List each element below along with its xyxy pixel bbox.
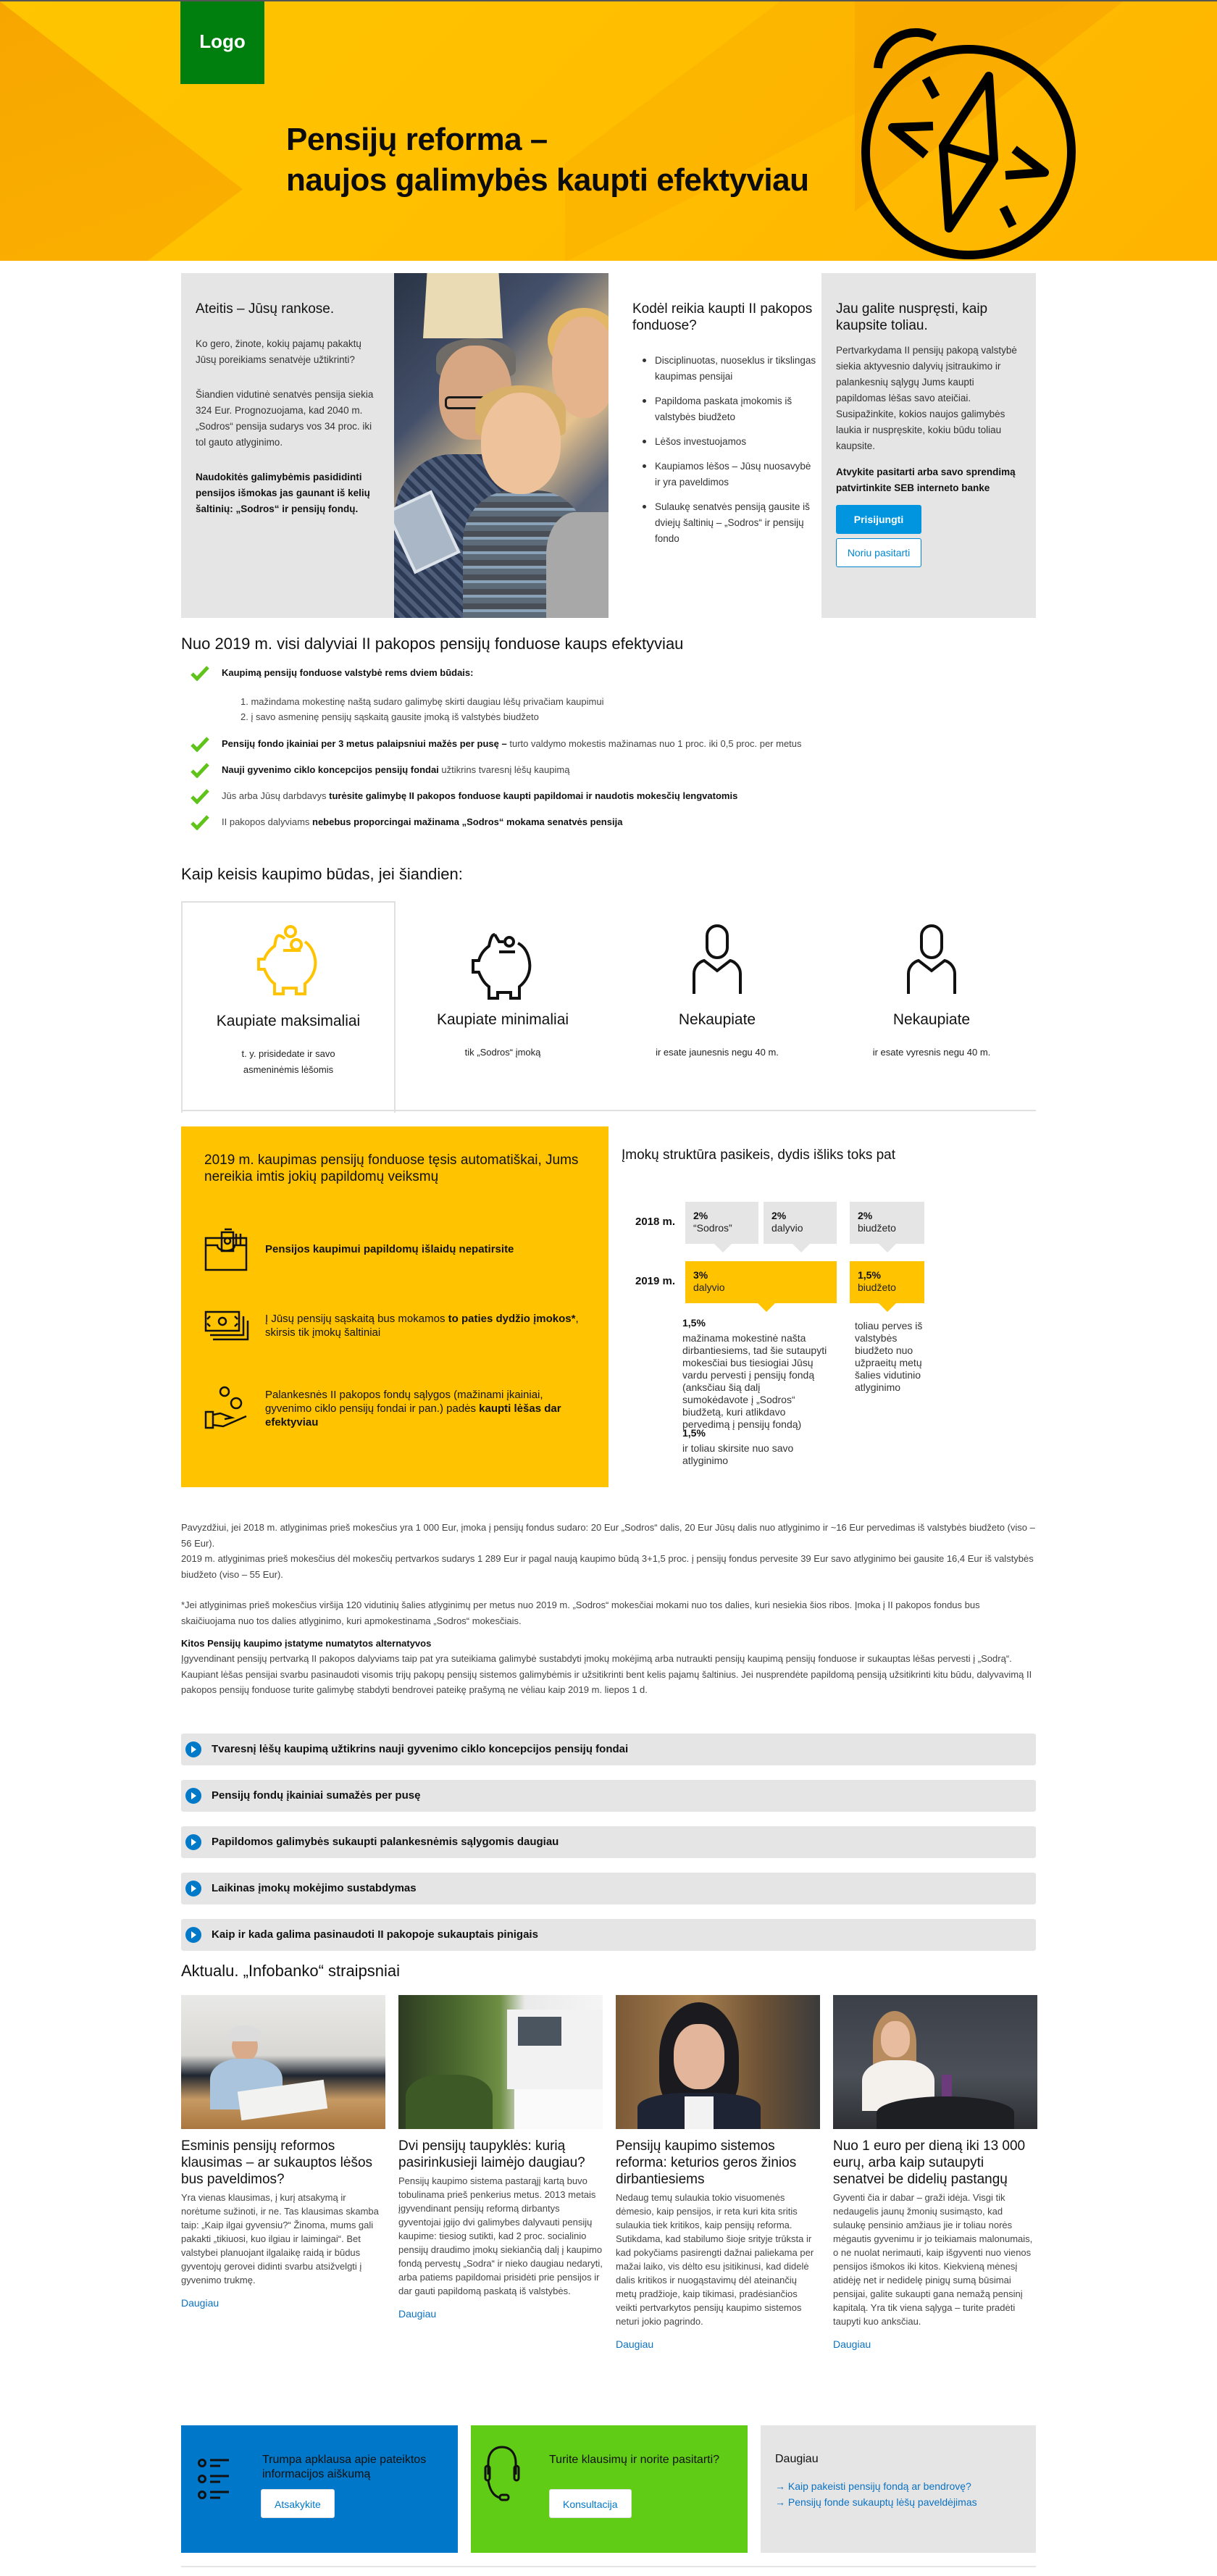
note-text: mažinama mokestinė našta dirbantiesiems, tad šie sutaupyti mokesčiai bus tiesiogiai Jūsų vardu pervesti į pensijų fondą (anksčiau šią dalį sumokėdavote į „Sodros“ biudžetą, kuri atlikdavo pervedimą į pensijų fondą) [682, 1332, 827, 1430]
play-icon [185, 1881, 201, 1897]
piggy-bank-icon [248, 924, 328, 997]
photo-lamp [423, 273, 503, 338]
contribution-structure [614, 1130, 1042, 1485]
decide-text-1: Pertvarkydama II pensijų pakopą valstybė siekia aktyvesnio dalyvių įsitraukimo ir palankesnių sąlygų Jums kaupti papildomas lėšas savo ateičiai. [836, 345, 1017, 403]
alternatives-text: Įgyvendinant pensijų pertvarką II pakopos dalyviams taip pat yra suteikiama galimybė sustabdyti įmokų mokėjimą arba nutraukti pensijų kaupimą pensijų fonduose ir sukauptas lėšas pervesti į „Sodrą“. Kaupiant lėšas pensijai svarbu pasinaudoti visomis trijų pakopų pensijų sistemos galimybėmis ir užsitikrinti bent kelis pajamų šaltinius. Jei nusprendėte papildomą pensiją užsitikrinti kitu būdu, dalyvavimą II pakopos pensijų fonduose turite galimybę stabdyti bendrovei pateikę prašymą ne vėliau kaip 2019 m. liepos 1 d. [181, 1653, 1032, 1695]
sublist-item: 2. į savo asmeninę pensijų sąskaitą gausite įmoką iš valstybės biudžeto [241, 711, 539, 722]
checkmark-icon [190, 814, 210, 830]
more-links-box [761, 2425, 1036, 2553]
play-icon [185, 1741, 201, 1757]
block-pct: 1,5% [858, 1269, 881, 1281]
piggy-bank-icon [463, 932, 543, 1004]
article-image[interactable] [616, 1995, 820, 2129]
check-item-text: Kaupimą pensijų fonduose valstybė rems dviem būdais: [222, 667, 474, 678]
auto-box-item-text: , skirsis tik įmokų šaltiniai [265, 1313, 579, 1339]
block-pct: 2% [693, 1210, 708, 1221]
option-title: Nekaupiate [678, 1011, 756, 1028]
auto-box-item [204, 1226, 588, 1271]
article-more-link[interactable]: Daugiau [181, 2297, 219, 2309]
headset-icon [484, 2446, 520, 2504]
check-item [181, 816, 1036, 829]
option-title: Kaupiate maksimaliai [216, 1013, 361, 1029]
options-title: Kaip keisis kaupimo būdas, jei šiandien: [181, 865, 463, 883]
wallet-money-icon [204, 1226, 249, 1271]
block-label: dalyvio [693, 1281, 725, 1293]
auto-box-item-text: Į Jūsų pensijų sąskaitą bus mokamos [265, 1313, 448, 1325]
page-title-line2: naujos galimybės kaupti efektyviau [286, 162, 809, 198]
article-more-link[interactable]: Daugiau [398, 2308, 437, 2320]
block-arrow [879, 1303, 896, 1312]
intro-section [181, 273, 1036, 618]
efficient-checklist [181, 666, 1036, 829]
play-icon [185, 1834, 201, 1850]
check-item [181, 666, 1036, 679]
articles-title: Aktualu. „Infobanko“ straipsniai [181, 1962, 401, 1980]
options-tabs [181, 901, 1036, 1111]
note-text: toliau perves iš valstybės biudžeto nuo užpraeitų metų šalies vidutinio atlyginimo [855, 1320, 923, 1393]
checkmark-icon [190, 788, 210, 804]
decide-text-3: Atvykite pasitarti arba savo sprendimą patvirtinkite SEB interneto banke [836, 467, 1016, 493]
check-item [181, 737, 1036, 750]
list-item: Lėšos investuojamos [632, 434, 819, 450]
consultation-text: Turite klausimų ir norite pasitarti? [549, 2454, 720, 2466]
login-button[interactable]: Prisijungti [836, 505, 921, 534]
auto-box-title: 2019 m. kaupimas pensijų fonduose tęsis automatiškai, Jums nereikia imtis jokių papildomų veiksmų [204, 1153, 579, 1184]
example-text [181, 1520, 1036, 1698]
support-sublist [181, 694, 1036, 724]
block-2019-budget [850, 1261, 924, 1303]
example-paragraph-1: Pavyzdžiui, jei 2018 m. atlyginimas prieš mokesčius yra 1 000 Eur, įmoka į pensijų fondus sudaro: 20 Eur „Sodros“ dalis, 20 Eur Jūsų dalis nuo atlyginimo ir ~16 Eur pervedimas iš valstybės biudžeto (viso – 56 Eur). [181, 1522, 1035, 1549]
accordion-item[interactable] [181, 1826, 1036, 1858]
play-icon [185, 1927, 201, 1943]
list-item: Papildoma paskata įmokomis iš valstybės biudžeto [632, 393, 819, 425]
decide-box [821, 273, 1036, 618]
auto-continue-box [181, 1126, 608, 1487]
option-title: Kaupiate minimaliai [436, 1011, 569, 1028]
decide-text-2: Susipažinkite, kokios naujos galimybės laukia ir nuspręskite, kokiu būdu toliau kaupsite. [836, 409, 1005, 451]
option-tab-old[interactable] [824, 901, 1039, 1111]
block-pct: 2% [771, 1210, 787, 1221]
article-card [181, 1995, 385, 2309]
check-item-text: turto valdymo mokestis mažinamas nuo 1 proc. iki 0,5 proc. per metus [506, 738, 802, 749]
consultation-box [471, 2425, 748, 2553]
note-text: ir toliau skirsite nuo savo atlyginimo [682, 1442, 794, 1466]
block-arrow [879, 1244, 896, 1253]
block-arrow [792, 1244, 810, 1253]
block-pct: 3% [693, 1269, 708, 1281]
check-item-bold: nebebus proporcingai mažinama „Sodros“ mokama senatvės pensija [312, 816, 623, 827]
accordion-label: Tvaresnį lėšų kaupimą užtikrins nauji gyvenimo ciklo koncepcijos pensijų fondai [212, 1743, 629, 1755]
why-list [632, 353, 819, 547]
page-title [286, 120, 808, 201]
survey-box [181, 2425, 458, 2553]
future-text-3: Naudokitės galimybėmis pasididinti pensijos išmokas jas gaunant iš kelių šaltinių: „Sodros“ ir pensijų fondų. [196, 472, 370, 514]
option-desc: t. y. prisidedate ir savo asmeninėmis lėšomis [241, 1048, 335, 1075]
hero-banner [0, 0, 1217, 261]
accordion-label: Kaip ir kada galima pasinaudoti II pakopoje sukauptais pinigais [212, 1928, 538, 1941]
link-change-fund[interactable]: → Kaip pakeisti pensijų fondą ar bendrovę? [775, 2480, 971, 2492]
option-desc: tik „Sodros“ įmoką [464, 1047, 541, 1058]
auto-box-item-bold: kaupti lėšas dar efektyviau [265, 1402, 561, 1429]
accordion-item[interactable] [181, 1873, 1036, 1904]
auto-box-item-bold: Pensijos kaupimui papildomų išlaidų nepatirsite [265, 1242, 514, 1255]
article-title[interactable]: Nuo 1 euro per dieną iki 13 000 eurų, arba kaip sutaupyti senatvei be didelių pastangų [833, 2138, 1026, 2187]
option-tab-max[interactable] [181, 901, 396, 1113]
article-more-link[interactable]: Daugiau [616, 2338, 654, 2350]
consult-button[interactable]: Noriu pasitarti [836, 538, 921, 567]
check-item-bold: Pensijų fondo įkainiai per 3 metus palaipsniui mažės per pusę – [222, 738, 507, 749]
article-excerpt: Pensijų kaupimo sistema pastarąjį kartą buvo tobulinama prieš penkerius metus. 2013 metais įgyvendinant pensijų reformą dirbantys gyventojai įgijo dvi galimybes dalyvauti pensijų kaupime: tiesiog sutikti, kad 2 proc. socialinio pensijų draudimo įmokų siekiančią dalį į kaupimo fondą pervestų „Sodra“ ir nieko daugiau nedaryti, arba patiems papildomai prisidėti prie pensijos ir dar gauti papildomą paskatą iš valstybės. [398, 2175, 603, 2296]
check-item [181, 764, 1036, 777]
consultation-button[interactable]: Konsultacija [549, 2489, 632, 2518]
banknotes-icon [204, 1303, 249, 1348]
auto-box-item-text: Palankesnės II pakopos fondų sąlygos (mažinami įkainiai, gyvenimo ciklo pensijų fondai ir pan.) padės [265, 1388, 543, 1415]
future-title: Ateitis – Jūsų rankose. [196, 301, 335, 317]
check-item-bold: Nauji gyvenimo ciklo koncepcijos pensijų fondai [222, 764, 439, 775]
accordion-label: Papildomos galimybės sukaupti palankesnėmis sąlygomis daugiau [212, 1836, 559, 1848]
article-excerpt: Nedaug temų sulaukia tokio visuomenės dėmesio, kaip pensijos, ir reta kuri kita sritis sulaukia tiek kritikos, kaip pensijų reforma. Sutikdama, kad stabilumo šioje srityje trūksta ir kad pokyčiams pasirengti dažnai paliekama per mažai laiko, vis dėlto esu įsitikinusi, kad didelė dalis kritikos ir nuogąstavimų dėl ateinančių metų pradžioje, kaip tikimasi, pradėsiančios veikti pertvarkytos pensijų kaupimo sistemos neturi jokio pagrindo. [616, 2192, 814, 2327]
article-card [833, 1995, 1037, 2350]
list-item: Sulaukę senatvės pensiją gausite iš dviejų šaltinių – „Sodros“ ir pensijų fondo [632, 499, 819, 547]
family-photo [394, 273, 608, 618]
article-excerpt: Yra vienas klausimas, į kurį atsakymą ir norėtume sužinoti, ir ne. Tas klausimas skamba taip: „Kaip ilgai gyvensiu?“ Žinoma, mums gali pakakti „tikiuosi, kuo ilgiau ir laimingai“. Bet valstybei planuojant ilgalaikę raidą ir būdus gyventojų gerovei didinti svarbu atsižvelgti į gyvenimo trukmę. [181, 2192, 379, 2286]
future-text-2: Šiandien vidutinė senatvės pensija siekia 324 Eur. Prognozuojama, kad 2040 m. „Sodros“ pensija sudarys vos 34 proc. iki tol gauto atlyginimo. [196, 389, 374, 448]
block-arrow [714, 1244, 732, 1253]
accordion-item[interactable] [181, 1919, 1036, 1951]
article-image[interactable] [398, 1995, 603, 2129]
block-2018-sodra [685, 1202, 758, 1244]
accordion-item[interactable] [181, 1780, 1036, 1812]
checkmark-icon [190, 762, 210, 778]
structure-title: Įmokų struktūra pasikeis, dydis išliks toks pat [622, 1147, 896, 1163]
survey-text: Trumpa apklausa apie pateiktos informacijos aiškumą [262, 2454, 427, 2480]
article-image[interactable] [833, 1995, 1037, 2129]
note-tax-relief [682, 1317, 827, 1431]
block-label: biudžeto [858, 1222, 896, 1234]
check-item-bold: turėsite galimybę II pakopos fonduose kaupti papildomai ir naudotis mokesčių lengvatomis [329, 790, 738, 801]
sublist-item: 1. mažindama mokestinę naštą sudaro galimybę skirti daugiau lėšų privačiam kaupimui [241, 696, 604, 707]
checkmark-icon [190, 736, 210, 752]
faq-accordion [181, 1734, 1036, 1965]
block-label: biudžeto [858, 1281, 896, 1293]
example-paragraph-2: 2019 m. atlyginimas prieš mokesčius dėl mokesčių pertvarkos sudarys 1 289 Eur ir pagal naują kaupimo būdą 3+1,5 proc. į pensijų fondus pervesite 39 Eur savo atlyginimo bei gausite 16,4 Eur iš valstybės biudžeto (viso – 55 Eur). [181, 1553, 1034, 1580]
check-item-text: II pakopos dalyviams [222, 816, 313, 827]
photo-person [546, 512, 608, 618]
option-tab-young[interactable] [610, 901, 824, 1111]
list-item: Disciplinuotas, nuoseklus ir tikslingas kaupimas pensijai [632, 353, 819, 385]
alternatives-title: Kitos Pensijų kaupimo įstatyme numatytos alternatyvos [181, 1638, 432, 1649]
article-card [398, 1995, 603, 2320]
auto-box-item [204, 1303, 588, 1348]
future-box [181, 273, 394, 618]
person-icon [903, 923, 961, 995]
compass-icon [855, 7, 1087, 261]
block-2018-budget [850, 1202, 924, 1244]
year-label-2018: 2018 m. [635, 1216, 676, 1228]
block-pct: 2% [858, 1210, 873, 1221]
decide-title: Jau galite nuspręsti, kaip kaupsite toliau. [836, 301, 988, 333]
more-links-title: Daugiau [775, 2453, 819, 2465]
article-card [616, 1995, 820, 2350]
block-2018-participant [764, 1202, 837, 1244]
year-label-2019: 2019 m. [635, 1275, 676, 1287]
check-item [181, 790, 1036, 803]
note-pct: 1,5% [682, 1427, 706, 1439]
footer-divider [181, 2566, 1036, 2567]
photo-person [481, 393, 561, 494]
efficient-title: Nuo 2019 m. visi dalyviai II pakopos pensijų fonduose kaups efektyviau [181, 635, 684, 653]
survey-list-icon [197, 2456, 245, 2504]
list-item: Kaupiamos lėšos – Jūsų nuosavybė ir yra paveldimos [632, 459, 819, 490]
article-title[interactable]: Esminis pensijų reformos klausimas – ar sukauptos lėšos bus paveldimos? [181, 2138, 373, 2187]
accordion-item[interactable] [181, 1734, 1036, 1765]
option-title: Nekaupiate [892, 1011, 971, 1028]
future-text-1: Ko gero, žinote, kokių pajamų pakaktų Jūsų poreikiams senatvėje užtikrinti? [196, 338, 361, 365]
play-icon [185, 1788, 201, 1804]
note-own-salary [682, 1427, 827, 1467]
block-2019-participant [685, 1261, 837, 1303]
article-title[interactable]: Dvi pensijų taupyklės: kurią pasirinkusieji laimėjo daugiau? [398, 2138, 585, 2170]
page-title-line1: Pensijų reforma – [286, 122, 548, 157]
article-more-link[interactable]: Daugiau [833, 2338, 871, 2350]
survey-answer-button[interactable]: Atsakykite [261, 2489, 335, 2518]
example-footnote: *Jei atlyginimas prieš mokesčius viršija 120 vidutinių šalies atlyginimų per metus nuo 2019 m. „Sodros“ mokesčiai mokami nuo tos dalies, kuri nesiekia šios ribos. Įmoka į II pakopos fondus bus skaičiuojama nuo tos dalies atlyginimo, kuri apmokestinama „Sodros“ mokesčiais. [181, 1599, 980, 1626]
why-title: Kodėl reikia kaupti II pakopos fonduose? [632, 301, 813, 333]
accordion-label: Laikinas įmokų mokėjimo sustabdymas [212, 1882, 417, 1894]
check-item-text: užtikrins tvaresnį lėšų kaupimą [438, 764, 570, 775]
option-tab-min[interactable] [396, 901, 610, 1111]
accordion-label: Pensijų fondų įkainiai sumažės per pusę [212, 1789, 421, 1802]
check-item-text: Jūs arba Jūsų darbdavys [222, 790, 330, 801]
block-label: dalyvio [771, 1222, 803, 1234]
block-arrow [758, 1303, 775, 1312]
article-excerpt: Gyventi čia ir dabar – graži idėja. Visgi tik nedaugelis jaunų žmonių susimąsto, kad sulaukę pensinio amžiaus jie ir toliau norės mėgautis gyvenimu ir jo teikiamais malonumais, o ne nuolat nerimauti, kaip išgyventi nuo vienos pensijos išmokos iki kitos. Kiekvieną mėnesį atidėję net ir nedidelę pinigų sumą būsimai pensijai, galite sukaupti gana nemažą pensinį kapitalą. Yra tik viena sąlyga – turite pradėti taupyti kuo anksčiau. [833, 2192, 1033, 2327]
note-budget [855, 1320, 927, 1394]
checkmark-icon [190, 665, 210, 681]
option-desc: ir esate jaunesnis negu 40 m. [656, 1047, 779, 1058]
why-box [619, 273, 819, 618]
article-image[interactable] [181, 1995, 385, 2129]
hand-coins-icon [204, 1386, 249, 1431]
block-label: “Sodros” [693, 1222, 732, 1234]
logo[interactable]: Logo [180, 1, 264, 84]
link-inheritance[interactable]: → Pensijų fonde sukauptų lėšų paveldėjimas [775, 2496, 977, 2508]
note-pct: 1,5% [682, 1317, 706, 1329]
article-title[interactable]: Pensijų kaupimo sistemos reforma: keturios geros žinios dirbantiesiems [616, 2138, 797, 2187]
person-icon [688, 923, 746, 995]
auto-box-item-bold: to paties dydžio įmokos* [448, 1313, 576, 1325]
auto-box-item [204, 1386, 588, 1431]
option-desc: ir esate vyresnis negu 40 m. [872, 1047, 991, 1058]
